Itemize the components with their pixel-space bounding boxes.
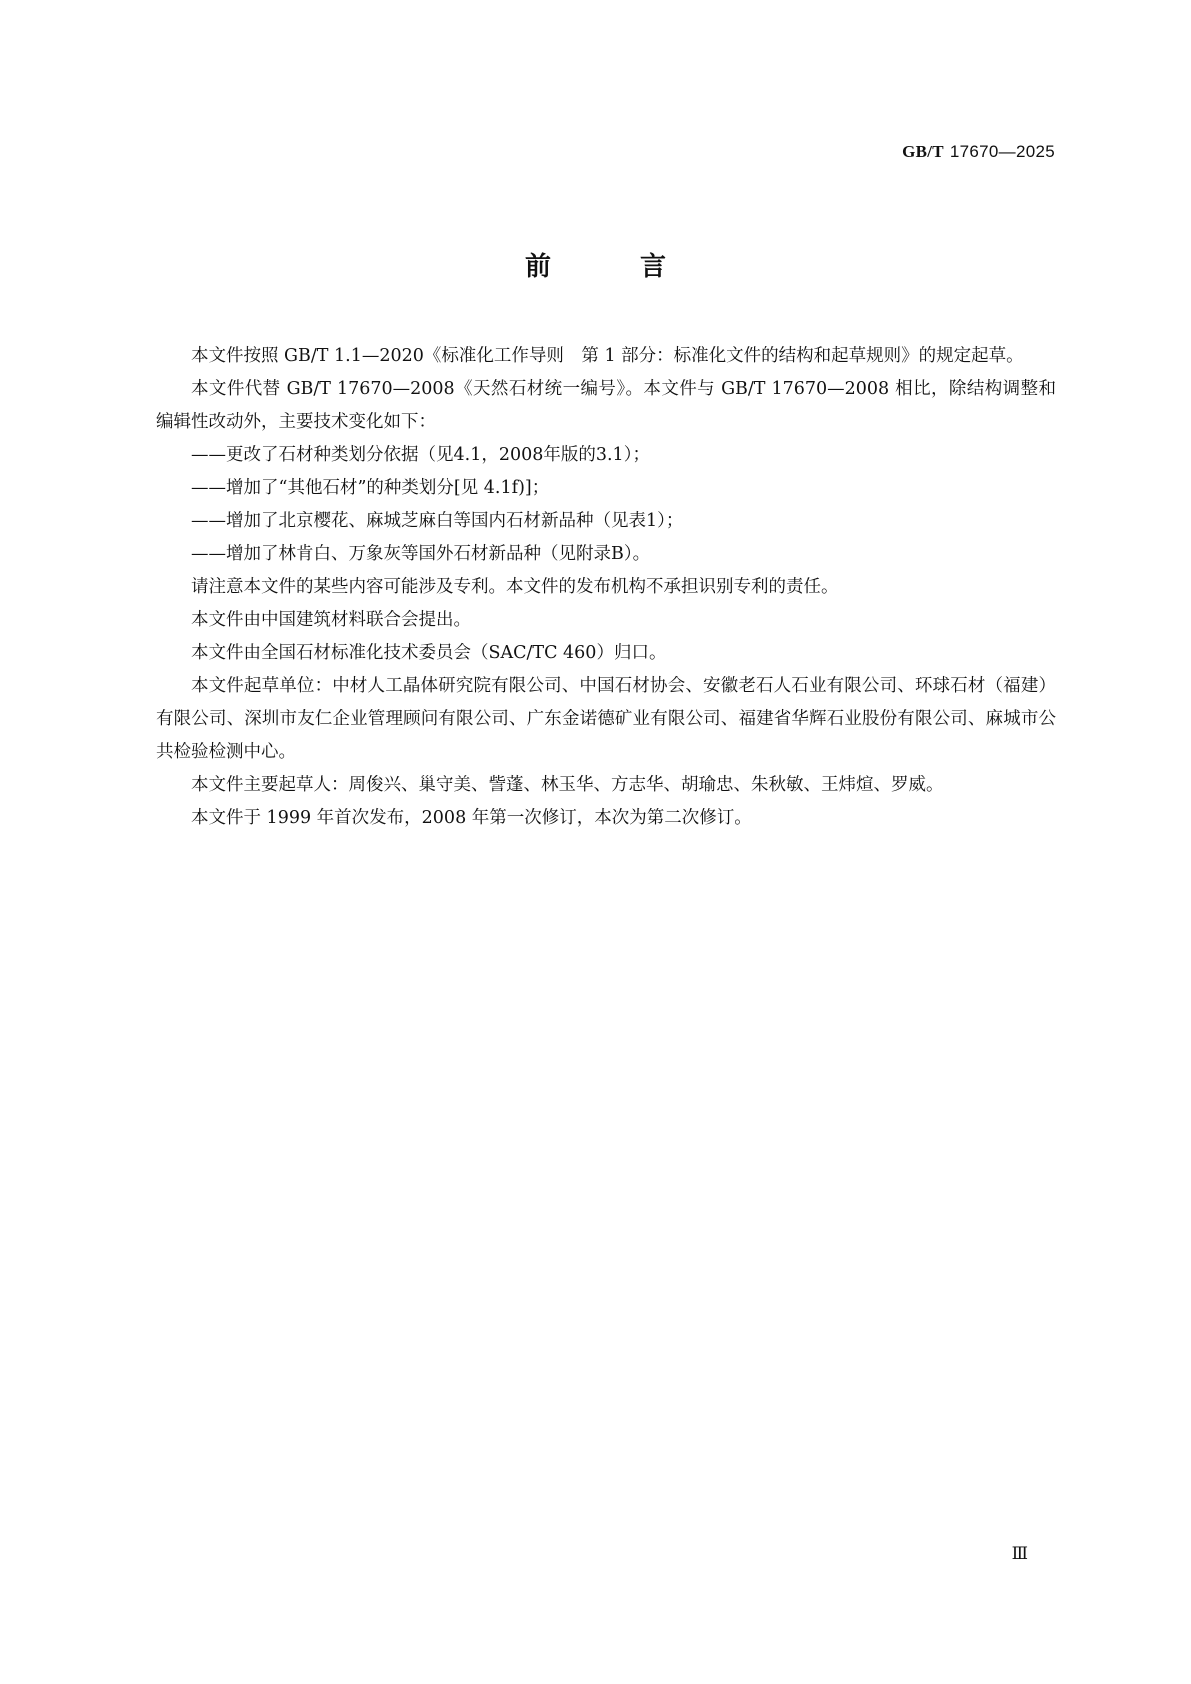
change-list-item: ——增加了“其他石材”的种类划分[见 4.1f)]； xyxy=(191,478,550,498)
change-list-item: ——更改了石材种类划分依据（见4.1，2008年版的3.1）； xyxy=(191,445,650,465)
preface-paragraph: 本文件于 1999 年首次发布，2008 年第一次修订，本次为第二次修订。 xyxy=(191,808,752,828)
document-code-prefix: GB/T xyxy=(902,142,944,161)
document-code-number: 17670—2025 xyxy=(949,142,1055,161)
preface-paragraph: 本文件代替 GB/T 17670—2008《天然石材统一编号》。本文件与 GB/T 17670—2008 相比，除结构调整和编辑性改动外，主要技术变化如下： xyxy=(156,379,1056,432)
change-list-item: ——增加了林肯白、万象灰等国外石材新品种（见附录B）。 xyxy=(191,544,651,564)
document-code xyxy=(902,142,1055,162)
preface-paragraph: 本文件由全国石材标准化技术委员会（SAC/TC 460）归口。 xyxy=(191,643,667,663)
preface-paragraph: 本文件起草单位：中材人工晶体研究院有限公司、中国石材协会、安徽老石人石业有限公司、环球石材（福建）有限公司、深圳市友仁企业管理顾问有限公司、广东金诺德矿业有限公司、福建省华辉石业股份有限公司、麻城市公共检验检测中心。 xyxy=(156,676,1056,762)
change-list-item: ——增加了北京樱花、麻城芝麻白等国内石材新品种（见表1）； xyxy=(191,511,684,531)
preface-body xyxy=(156,340,1056,835)
preface-paragraph: 本文件主要起草人：周俊兴、巢守美、訾蓬、林玉华、方志华、胡瑜忠、朱秋敏、王炜煊、罗威。 xyxy=(191,775,944,795)
preface-paragraph: 请注意本文件的某些内容可能涉及专利。本文件的发布机构不承担识别专利的责任。 xyxy=(191,577,839,597)
preface-paragraph: 本文件按照 GB/T 1.1—2020《标准化工作导则 第 1 部分：标准化文件的结构和起草规则》的规定起草。 xyxy=(191,346,1024,366)
page-title: 前 言 xyxy=(524,252,707,282)
page-number: Ⅲ xyxy=(1011,1544,1028,1563)
preface-paragraph: 本文件由中国建筑材料联合会提出。 xyxy=(191,610,471,630)
